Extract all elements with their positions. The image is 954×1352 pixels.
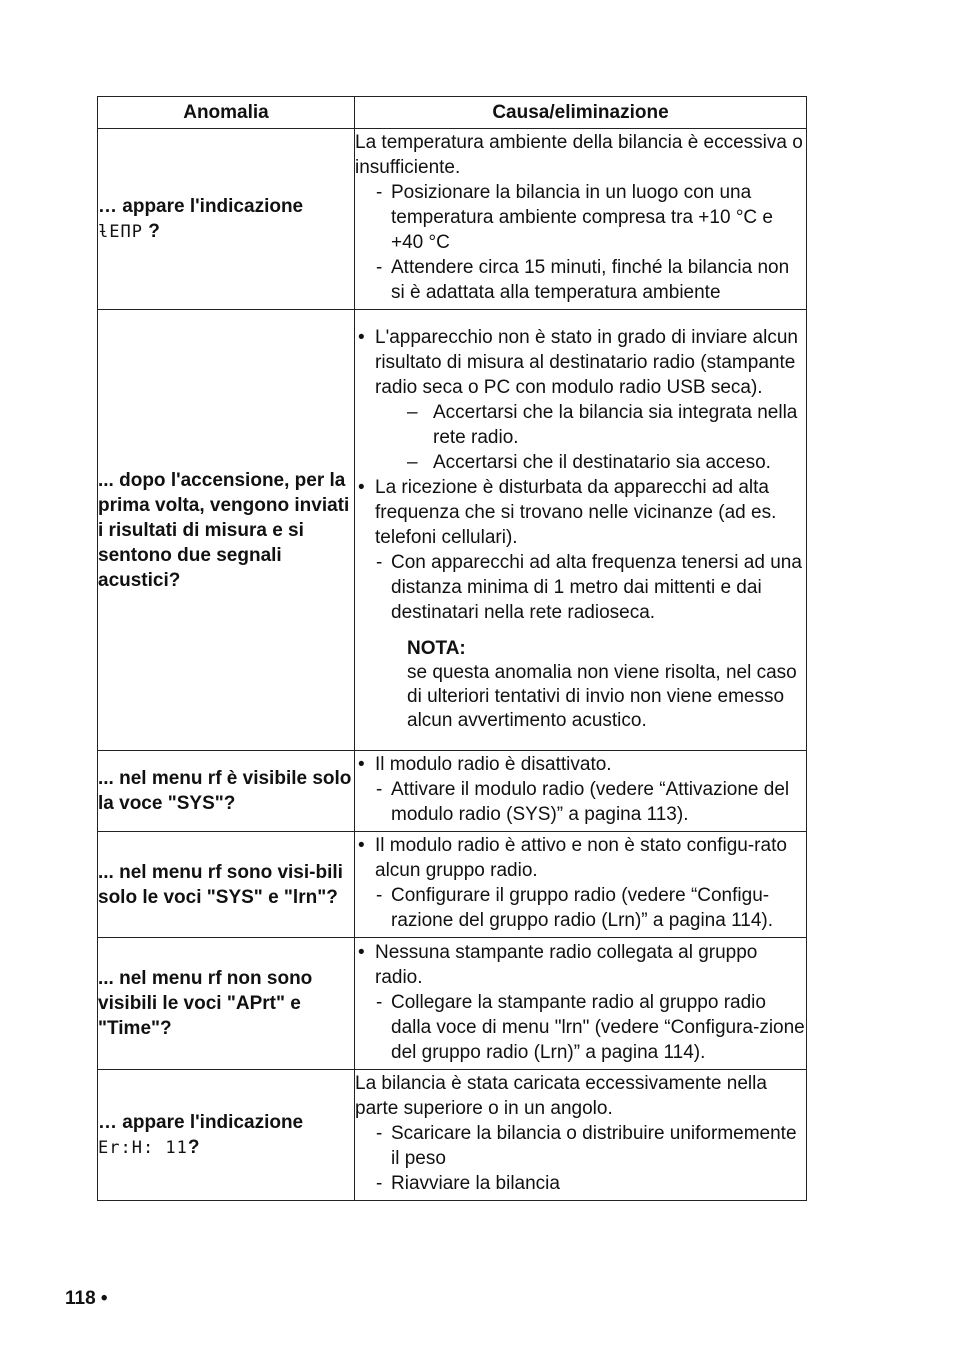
dash-item (355, 990, 806, 1065)
dash-item (355, 777, 806, 827)
anomaly-text: … appare l'indicazione (98, 1111, 304, 1133)
list-text: Il modulo radio è disattivato. (375, 754, 612, 775)
list-text: Riavviare la bilancia (391, 1173, 560, 1194)
list-text: Accertarsi che il destinatario sia acceso. (433, 451, 771, 473)
dash-item (355, 400, 806, 450)
list-marker: - (376, 551, 383, 573)
table-row (98, 1070, 807, 1201)
anomaly-text: ... nel menu rf sono visi-bili solo le voci "SYS" e "lrn"? (98, 861, 343, 908)
cause-content (355, 324, 806, 737)
list-text: Collegare la stampante radio al gruppo radio dalla voce di menu "lrn" (vedere “Configura-zione del gruppo radio (Lrn)” a pagina 114). (391, 991, 805, 1063)
list-text: Il modulo radio è attivo e non è stato configu-rato alcun gruppo radio. (375, 835, 787, 881)
list-marker: - (376, 1173, 383, 1194)
troubleshooting-table (97, 96, 807, 1201)
list-marker: - (376, 182, 383, 203)
cause-cell (355, 832, 807, 938)
list-text: Scaricare la bilancia o distribuire uniformemente il peso (391, 1123, 797, 1169)
cause-cell (355, 129, 807, 310)
cause-paragraph: La bilancia è stata caricata eccessivamente nella parte superiore o in un angolo. (355, 1073, 767, 1119)
dash-item (355, 883, 806, 933)
list-marker: – (407, 451, 418, 473)
list-marker: - (376, 885, 383, 906)
table-row (98, 938, 807, 1070)
cause-paragraph: La temperatura ambiente della bilancia è eccessiva o insufficiente. (355, 132, 803, 178)
dash-item (355, 255, 806, 305)
anomaly-cell (98, 938, 355, 1070)
cause-cell (355, 310, 807, 751)
anomaly-cell (98, 129, 355, 310)
dash-item (355, 450, 806, 475)
list-marker: • (358, 476, 365, 498)
cause-cell (355, 1070, 807, 1201)
list-text: Nessuna stampante radio collegata al gruppo radio. (375, 941, 758, 988)
dash-item (355, 180, 806, 255)
lcd-display-code: ƚEΠP (98, 221, 143, 242)
bullet-item (355, 752, 806, 777)
list-marker: - (376, 991, 383, 1013)
column-header-anomalia: Anomalia (98, 97, 355, 129)
cause-content (355, 832, 806, 937)
anomaly-text: ... nel menu rf è visibile solo la voce "SYS"? (98, 768, 352, 814)
list-text: Posizionare la bilancia in un luogo con una temperatura ambiente compresa tra +10 °C e +40 °C (391, 182, 773, 253)
list-marker: • (358, 941, 365, 963)
list-marker: - (376, 779, 383, 800)
table-row (98, 832, 807, 938)
list-text: Accertarsi che la bilancia sia integrata nella rete radio. (433, 401, 798, 448)
bullet-item (355, 475, 806, 550)
bullet-item (355, 940, 806, 990)
bullet-item (355, 833, 806, 883)
cause-content (355, 129, 806, 309)
dash-item (355, 550, 806, 625)
anomaly-cell (98, 1070, 355, 1201)
anomaly-cell (98, 310, 355, 751)
list-marker: • (358, 326, 365, 348)
list-text: La ricezione è disturbata da apparecchi ad alta frequenza che si trovano nelle vicinanze (ad es. telefoni cellulari). (375, 476, 777, 548)
list-text: Configurare il gruppo radio (vedere “Configu-razione del gruppo radio (Lrn)” a pagina 114). (391, 885, 773, 931)
note-text: se questa anomalia non viene risolta, nel caso di ulteriori tentativi di invio non viene emesso alcun avvertimento acustico. (407, 661, 797, 731)
note-title: NOTA: (407, 637, 466, 659)
list-text: Con apparecchi ad alta frequenza tenersi ad una distanza minima di 1 metro dai mittenti e dai destinatari nella rete radioseca. (391, 551, 802, 623)
cause-content (355, 939, 806, 1069)
list-marker: • (358, 835, 365, 856)
lcd-display-code: Er:H: 11 (98, 1137, 188, 1158)
list-marker: - (376, 1123, 383, 1144)
anomaly-cell (98, 832, 355, 938)
dash-item (355, 1171, 806, 1196)
table-row (98, 310, 807, 751)
table-row (98, 129, 807, 310)
anomaly-suffix: ? (187, 1136, 200, 1158)
list-text: L'apparecchio non è stato in grado di inviare alcun risultato di misura al destinatario radio (stampante radio seca o PC con modulo radio USB seca). (375, 326, 798, 398)
dash-item (355, 1121, 806, 1171)
page-number: 118 • (65, 1288, 108, 1309)
note-block (355, 637, 806, 733)
cause-cell (355, 751, 807, 832)
cause-cell (355, 938, 807, 1070)
anomaly-suffix: ? (142, 220, 160, 242)
cause-content (355, 1070, 806, 1200)
list-text: Attendere circa 15 minuti, finché la bilancia non si è adattata alla temperatura ambiente (391, 257, 790, 303)
list-marker: - (376, 257, 383, 278)
anomaly-text: ... nel menu rf non sono visibili le voci "APrt" e "Time"? (98, 968, 313, 1039)
list-text: Attivare il modulo radio (vedere “Attivazione del modulo radio (SYS)” a pagina 113). (391, 779, 790, 825)
anomaly-cell (98, 751, 355, 832)
anomaly-text: … appare l'indicazione (98, 195, 304, 217)
cause-content (355, 751, 806, 831)
bullet-item (355, 325, 806, 400)
column-header-causa: Causa/eliminazione (355, 97, 807, 129)
table-row (98, 751, 807, 832)
table-header-row (98, 97, 807, 129)
anomaly-text: ... dopo l'accensione, per la prima volta, vengono inviati i risultati di misura e si sentono due segnali acustici? (98, 469, 350, 591)
list-marker: – (407, 401, 418, 423)
list-marker: • (358, 754, 365, 775)
